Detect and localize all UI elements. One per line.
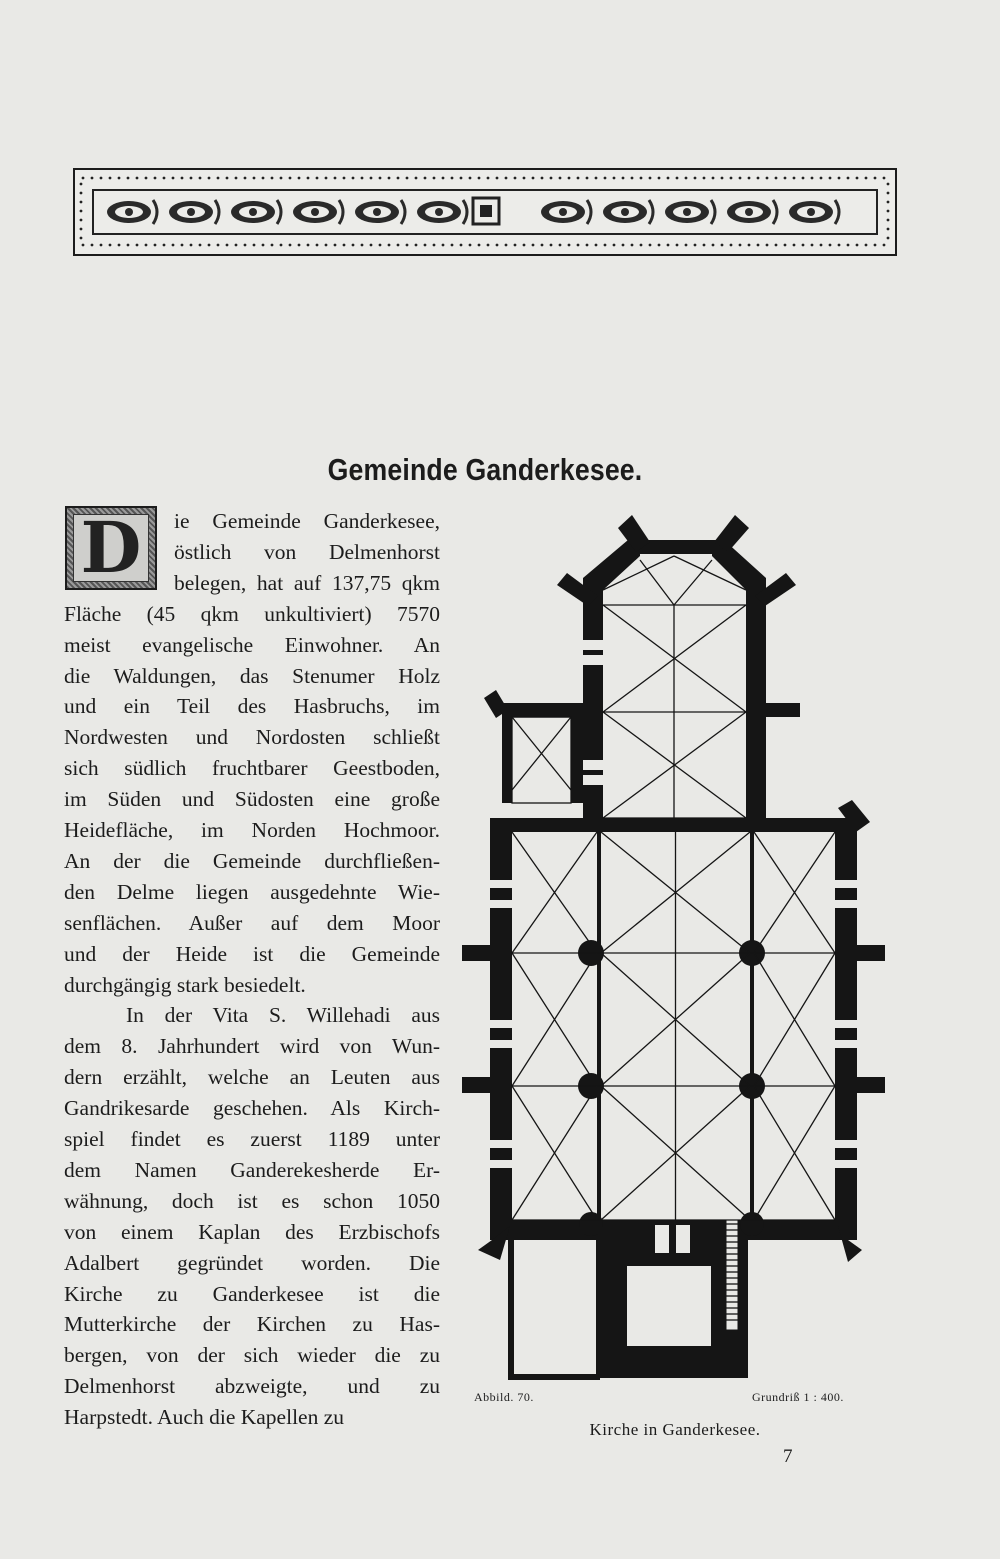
buttress [855,945,885,961]
body-text-line: spiel findet es zuerst 1189 unter [64,1127,440,1151]
body-text-line: und ein Teil des Hasbruchs, im [64,694,440,719]
window [490,1140,512,1148]
body-text-line: In der Vita S. Willehadi aus [126,1003,440,1028]
vault-rib [640,560,674,605]
chapel-vault [512,717,571,803]
buttress [462,945,492,961]
window [583,760,603,770]
window [490,900,512,908]
annex-wall-bottom [508,1374,600,1380]
body-text-line: Kirche zu Ganderkesee ist die [64,1281,440,1306]
body-text-line: von einem Kaplan des Erzbischofs [64,1219,440,1244]
body-text-line: durchgängig stark besiedelt. [64,972,306,997]
arcade-line [597,832,601,1220]
body-text-line: die Waldungen, das Stenumer Holz [64,663,440,688]
body-text-line: Gandrikesarde geschehen. Als Kirch- [64,1096,440,1121]
window [835,1140,857,1148]
figure-number: Abbild. 70. [474,1390,534,1404]
arcade-line [750,832,754,1220]
chapel-wall-left [502,703,512,803]
window [490,1160,512,1168]
annex-wall-left [508,1240,514,1380]
window [835,1020,857,1028]
body-text-line: dern erzählt, welche an Leuten aus [64,1065,440,1090]
figure-caption: Kirche in Ganderkesee. [589,1420,761,1439]
chapel-wall-top [502,703,583,717]
body-text-line: Harpstedt. Auch die Kapellen zu [64,1405,345,1430]
window [490,1040,512,1048]
window [490,880,512,888]
figure-scale: Grundriß 1 : 400. [752,1390,844,1404]
nave-wall-top [490,818,840,832]
body-text-line: bergen, von der sich wieder die zu [64,1343,440,1368]
page-number: 7 [783,1446,793,1467]
window [583,640,603,650]
chancel-wall-right [746,590,766,820]
tower-room [626,1265,712,1347]
body-text-line: wähnung, doch ist es schon 1050 [64,1188,440,1213]
body-text-line: senflächen. Außer auf dem Moor [64,910,440,935]
chancel-wall-left [583,590,603,820]
body-text-line: Delmenhorst abzweigte, und zu [64,1374,440,1399]
body-text-line: dem Namen Ganderekesherde Er- [64,1157,440,1182]
drop-cap-letter: D [73,514,149,582]
drop-cap [65,506,157,590]
body-text-line: östlich von Delmenhorst [174,539,440,564]
body-text-line: Nordwesten und Nordosten schließt [64,725,440,750]
window [835,1160,857,1168]
body-text-line: sich südlich fruchtbarer Geestboden, [64,756,440,781]
window [583,655,603,665]
window [583,775,603,785]
body-text-line: meist evangelische Einwohner. An [64,632,440,657]
window [835,880,857,888]
body-text-line: Fläche (45 qkm unkultiviert) 7570 [64,601,440,626]
window [835,900,857,908]
pillar [740,1212,764,1236]
window [490,1020,512,1028]
body-text-line: An der die Gemeinde durchfließen- [64,848,440,873]
nave-wall-bottom [490,1220,857,1240]
body-text-line: Adalbert gegründet worden. Die [64,1250,440,1275]
body-text-line: den Delme liegen ausgedehnte Wie- [64,879,440,904]
body-text-line: Heidefläche, im Norden Hochmoor. [64,818,440,842]
pillar [579,1212,603,1236]
page-title: Gemeinde Ganderkesee. [327,452,643,487]
body-text-line: dem 8. Jahrhundert wird von Wun- [64,1034,440,1059]
tower-door [655,1225,669,1253]
body-text-line: im Süden und Südosten eine große [64,787,440,812]
church-floor-plan [460,508,890,1388]
body-text-line: ie Gemeinde Ganderkesee, [174,509,440,533]
buttress [766,703,800,717]
ornamental-header-banner [73,168,897,256]
tower-door [676,1225,690,1253]
window [835,1040,857,1048]
ornament-border-icon [75,170,895,254]
body-text-line: Mutterkirche der Kirchen zu Has- [64,1312,440,1337]
chapel-wall-right [571,703,583,803]
vault-rib [674,560,712,605]
body-text-line: und der Heide ist die Gemeinde [64,941,440,966]
buttress [462,1077,492,1093]
buttress [855,1077,885,1093]
body-text-line: belegen, hat auf 137,75 qkm [174,570,440,595]
